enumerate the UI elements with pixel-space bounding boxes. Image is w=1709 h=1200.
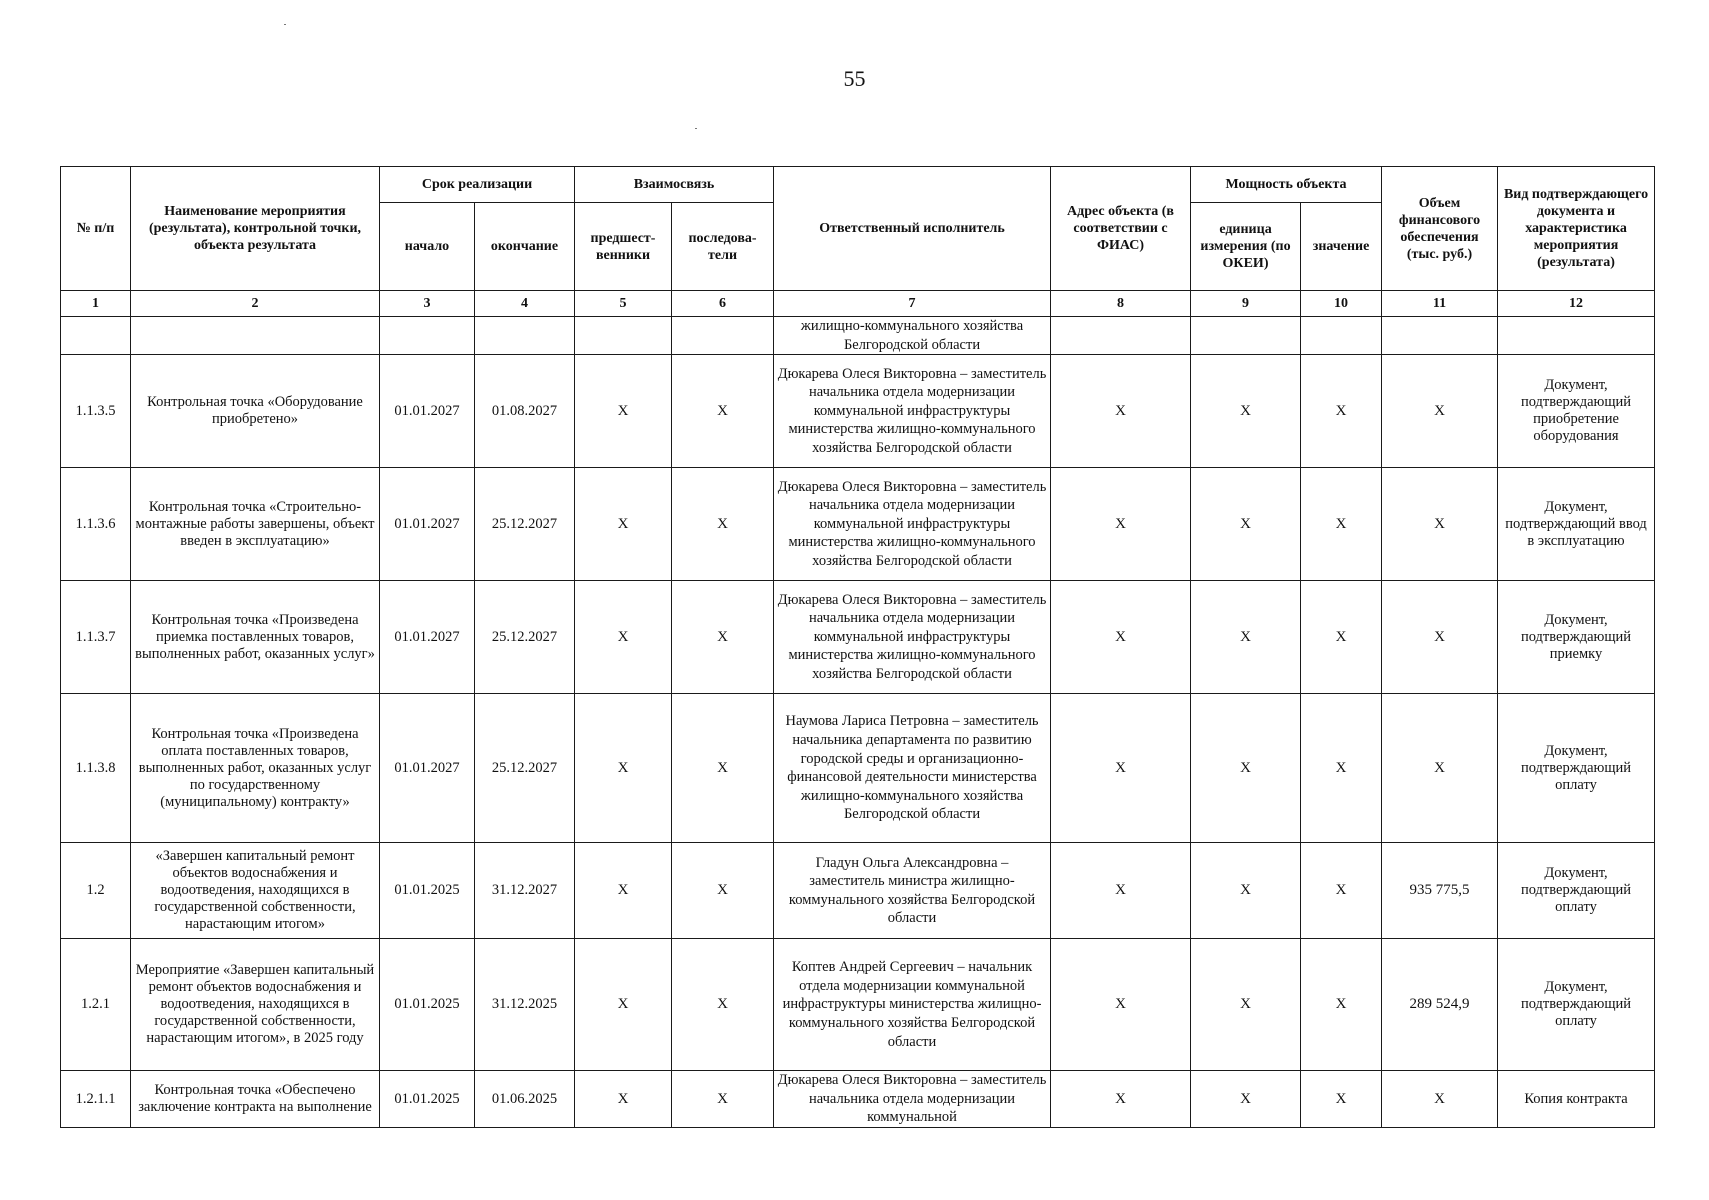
cell-unit: X xyxy=(1191,694,1301,843)
table-row xyxy=(61,1071,1655,1128)
header-name: Наименование мероприятия (результата), контрольной точки, объекта результата xyxy=(131,167,380,291)
table-row xyxy=(61,468,1655,581)
cell-executor: Дюкарева Олеся Викторовна – заместитель начальника отдела модернизации коммунальной инфраструктуры министерства жилищно-коммунального хозяйства Белгородской области xyxy=(774,581,1051,694)
cell-end: 25.12.2027 xyxy=(475,694,575,843)
cell-succ: X xyxy=(672,843,774,939)
header-doc-type: Вид подтверждающего документа и характеристика мероприятия (результата) xyxy=(1498,167,1655,291)
cell-address: X xyxy=(1051,355,1191,468)
header-relation: Взаимосвязь xyxy=(575,167,774,203)
cell-end: 31.12.2027 xyxy=(475,843,575,939)
cell-unit: X xyxy=(1191,843,1301,939)
cell-name: Контрольная точка «Произведена оплата поставленных товаров, выполненных работ, оказанных услуг по государственному (муниципальному) контракту» xyxy=(131,694,380,843)
cell-value: X xyxy=(1301,694,1382,843)
cell-num: 1.2.1 xyxy=(61,939,131,1071)
header-capacity: Мощность объекта xyxy=(1191,167,1382,203)
cell-end xyxy=(475,317,575,355)
cell-num: 1.2 xyxy=(61,843,131,939)
column-number: 1 xyxy=(61,291,131,317)
cell-pred: X xyxy=(575,468,672,581)
cell-num: 1.1.3.5 xyxy=(61,355,131,468)
cell-start: 01.01.2025 xyxy=(380,843,475,939)
cell-start: 01.01.2027 xyxy=(380,355,475,468)
cell-executor: жилищно-коммунального хозяйства Белгородской области xyxy=(774,317,1051,355)
column-number: 2 xyxy=(131,291,380,317)
column-number: 10 xyxy=(1301,291,1382,317)
table-row xyxy=(61,355,1655,468)
cell-end: 25.12.2027 xyxy=(475,468,575,581)
cell-value xyxy=(1301,317,1382,355)
header-finance: Объем финансового обеспечения (тыс. руб.) xyxy=(1382,167,1498,291)
cell-pred xyxy=(575,317,672,355)
cell-address: X xyxy=(1051,843,1191,939)
header-executor: Ответственный исполнитель xyxy=(774,167,1051,291)
scan-speck xyxy=(284,24,286,25)
cell-finance: X xyxy=(1382,355,1498,468)
cell-value: X xyxy=(1301,581,1382,694)
scan-speck xyxy=(695,128,697,129)
cell-succ: X xyxy=(672,581,774,694)
cell-confirmation: Документ, подтверждающий ввод в эксплуатацию xyxy=(1498,468,1655,581)
cell-succ xyxy=(672,317,774,355)
header-relation-succ: последова-тели xyxy=(672,203,774,291)
cell-executor: Дюкарева Олеся Викторовна – заместитель начальника отдела модернизации коммунальной инфраструктуры министерства жилищно-коммунального хозяйства Белгородской области xyxy=(774,468,1051,581)
column-number: 8 xyxy=(1051,291,1191,317)
cell-unit: X xyxy=(1191,468,1301,581)
cell-name: Контрольная точка «Произведена приемка поставленных товаров, выполненных работ, оказанных услуг» xyxy=(131,581,380,694)
cell-pred: X xyxy=(575,843,672,939)
cell-start: 01.01.2027 xyxy=(380,694,475,843)
cell-confirmation: Документ, подтверждающий оплату xyxy=(1498,694,1655,843)
cell-value: X xyxy=(1301,1071,1382,1128)
table-row xyxy=(61,581,1655,694)
cell-value: X xyxy=(1301,939,1382,1071)
column-number: 11 xyxy=(1382,291,1498,317)
cell-num: 1.1.3.7 xyxy=(61,581,131,694)
cell-executor: Наумова Лариса Петровна – заместитель начальника департамента по развитию городской среды и организационно-финансовой деятельности министерства жилищно-коммунального хозяйства Белгородской области xyxy=(774,694,1051,843)
cell-finance: X xyxy=(1382,1071,1498,1128)
table-row xyxy=(61,694,1655,843)
table-row xyxy=(61,939,1655,1071)
header-address: Адрес объекта (в соответствии с ФИАС) xyxy=(1051,167,1191,291)
cell-confirmation: Документ, подтверждающий приобретение оборудования xyxy=(1498,355,1655,468)
cell-pred: X xyxy=(575,581,672,694)
cell-executor: Дюкарева Олеся Викторовна – заместитель начальника отдела модернизации коммунальной xyxy=(774,1071,1051,1128)
cell-name: Контрольная точка «Строительно-монтажные работы завершены, объект введен в эксплуатацию» xyxy=(131,468,380,581)
column-number: 7 xyxy=(774,291,1051,317)
table-row xyxy=(61,317,1655,355)
page-number: 55 xyxy=(843,66,866,91)
cell-name: Контрольная точка «Оборудование приобретено» xyxy=(131,355,380,468)
cell-finance: 289 524,9 xyxy=(1382,939,1498,1071)
header-capacity-value: значение xyxy=(1301,203,1382,291)
cell-address xyxy=(1051,317,1191,355)
cell-pred: X xyxy=(575,355,672,468)
cell-num: 1.1.3.6 xyxy=(61,468,131,581)
cell-start: 01.01.2025 xyxy=(380,939,475,1071)
cell-start xyxy=(380,317,475,355)
cell-succ: X xyxy=(672,355,774,468)
header-relation-pred: предшест-венники xyxy=(575,203,672,291)
data-table xyxy=(60,166,1655,1128)
cell-pred: X xyxy=(575,939,672,1071)
cell-executor: Коптев Андрей Сергеевич – начальник отдела модернизации коммунальной инфраструктуры министерства жилищно-коммунального хозяйства Белгородской области xyxy=(774,939,1051,1071)
cell-address: X xyxy=(1051,581,1191,694)
header-period: Срок реализации xyxy=(380,167,575,203)
cell-succ: X xyxy=(672,939,774,1071)
cell-address: X xyxy=(1051,939,1191,1071)
header-num: № п/п xyxy=(61,167,131,291)
cell-finance: X xyxy=(1382,694,1498,843)
cell-confirmation: Документ, подтверждающий оплату xyxy=(1498,843,1655,939)
column-number: 4 xyxy=(475,291,575,317)
cell-confirmation: Копия контракта xyxy=(1498,1071,1655,1128)
cell-start: 01.01.2027 xyxy=(380,468,475,581)
column-number: 9 xyxy=(1191,291,1301,317)
cell-succ: X xyxy=(672,468,774,581)
cell-end: 31.12.2025 xyxy=(475,939,575,1071)
cell-unit: X xyxy=(1191,939,1301,1071)
cell-unit: X xyxy=(1191,581,1301,694)
cell-finance: X xyxy=(1382,581,1498,694)
cell-finance xyxy=(1382,317,1498,355)
cell-unit: X xyxy=(1191,355,1301,468)
column-number: 3 xyxy=(380,291,475,317)
column-numbers-row xyxy=(61,291,1655,317)
column-number: 6 xyxy=(672,291,774,317)
cell-executor: Дюкарева Олеся Викторовна – заместитель начальника отдела модернизации коммунальной инфраструктуры министерства жилищно-коммунального хозяйства Белгородской области xyxy=(774,355,1051,468)
cell-succ: X xyxy=(672,1071,774,1128)
cell-pred: X xyxy=(575,1071,672,1128)
cell-value: X xyxy=(1301,468,1382,581)
cell-num xyxy=(61,317,131,355)
cell-end: 01.06.2025 xyxy=(475,1071,575,1128)
table-row xyxy=(61,843,1655,939)
cell-confirmation: Документ, подтверждающий приемку xyxy=(1498,581,1655,694)
cell-finance: X xyxy=(1382,468,1498,581)
cell-name: Контрольная точка «Обеспечено заключение контракта на выполнение xyxy=(131,1071,380,1128)
cell-address: X xyxy=(1051,1071,1191,1128)
cell-end: 01.08.2027 xyxy=(475,355,575,468)
cell-value: X xyxy=(1301,843,1382,939)
cell-start: 01.01.2025 xyxy=(380,1071,475,1128)
table-body xyxy=(61,317,1655,1128)
header-period-end: окончание xyxy=(475,203,575,291)
cell-num: 1.1.3.8 xyxy=(61,694,131,843)
cell-unit: X xyxy=(1191,1071,1301,1128)
cell-confirmation: Документ, подтверждающий оплату xyxy=(1498,939,1655,1071)
header-capacity-unit: единица измерения (по ОКЕИ) xyxy=(1191,203,1301,291)
cell-start: 01.01.2027 xyxy=(380,581,475,694)
column-number: 12 xyxy=(1498,291,1655,317)
column-number: 5 xyxy=(575,291,672,317)
cell-finance: 935 775,5 xyxy=(1382,843,1498,939)
cell-num: 1.2.1.1 xyxy=(61,1071,131,1128)
header-period-start: начало xyxy=(380,203,475,291)
cell-unit xyxy=(1191,317,1301,355)
table-header xyxy=(61,167,1655,317)
cell-name: «Завершен капитальный ремонт объектов водоснабжения и водоотведения, находящихся в государственной собственности, нарастающим итогом» xyxy=(131,843,380,939)
cell-name xyxy=(131,317,380,355)
cell-address: X xyxy=(1051,468,1191,581)
cell-end: 25.12.2027 xyxy=(475,581,575,694)
cell-confirmation xyxy=(1498,317,1655,355)
cell-value: X xyxy=(1301,355,1382,468)
cell-pred: X xyxy=(575,694,672,843)
cell-name: Мероприятие «Завершен капитальный ремонт объектов водоснабжения и водоотведения, находящихся в государственной собственности, нарастающим итогом», в 2025 году xyxy=(131,939,380,1071)
cell-succ: X xyxy=(672,694,774,843)
cell-address: X xyxy=(1051,694,1191,843)
cell-executor: Гладун Ольга Александровна – заместитель министра жилищно-коммунального хозяйства Белгородской области xyxy=(774,843,1051,939)
